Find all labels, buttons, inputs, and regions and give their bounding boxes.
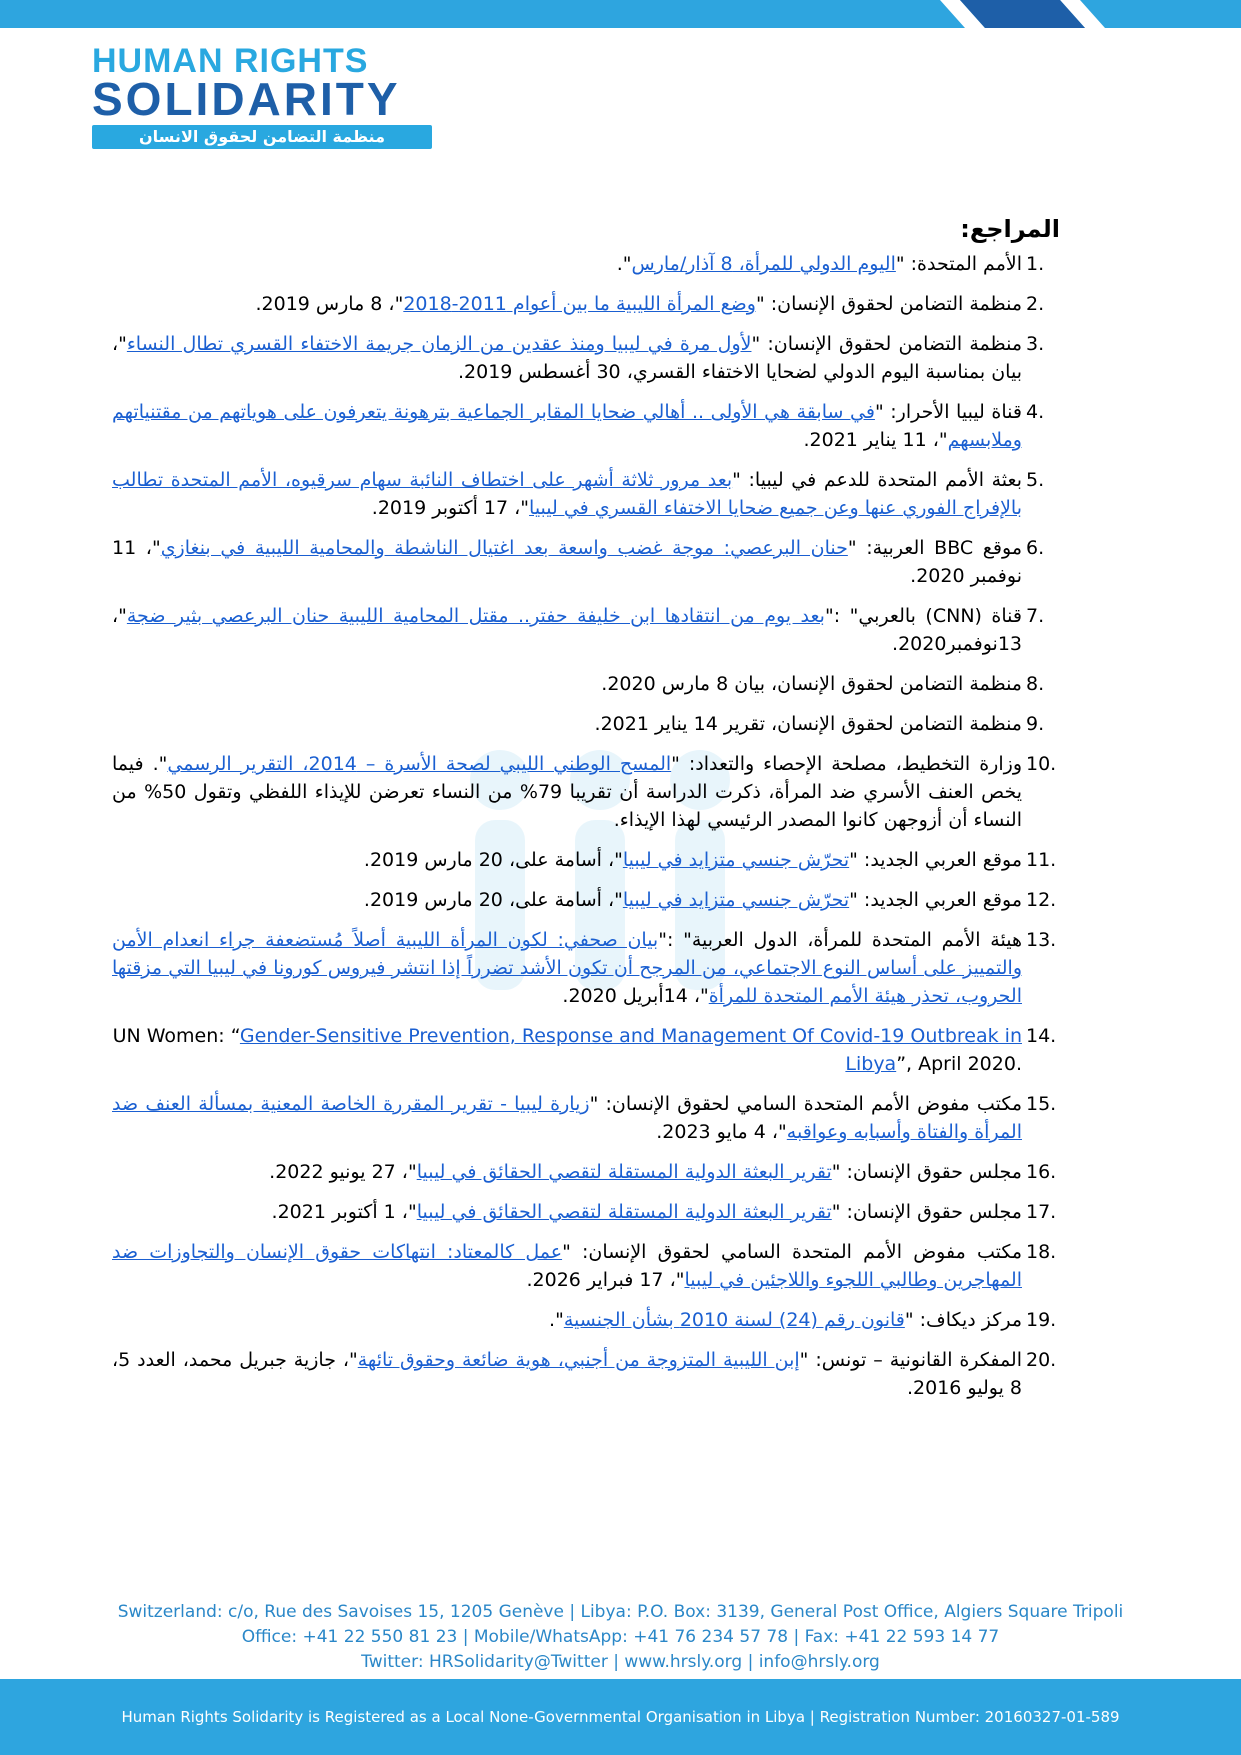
reference-text: وزارة التخطيط، مصلحة الإحصاء والتعداد: " <box>671 753 1022 775</box>
reference-item <box>112 750 1060 834</box>
reference-item <box>112 290 1060 318</box>
reference-text: بعثة الأمم المتحدة للدعم في ليبيا: " <box>732 469 1022 491</box>
reference-number: 7. <box>1026 605 1045 627</box>
logo-line-2: SOLIDARITY <box>92 73 401 125</box>
reference-link[interactable]: اليوم الدولي للمرأة، 8 آذار/مارس <box>631 253 896 275</box>
reference-link[interactable]: في سابقة هي الأولى .. أهالي ضحايا المقابر الجماعية بترهونة يتعرفون على هوياتهم من مقتنياتهم وملابسهم <box>112 401 1022 451</box>
reference-number: 5. <box>1026 469 1045 491</box>
reference-item <box>112 1238 1060 1294</box>
reference-number: 14. <box>1026 1025 1057 1047</box>
reference-number: 12. <box>1026 889 1057 911</box>
reference-text: منظمة التضامن لحقوق الإنسان، بيان 8 مارس 2020. <box>601 673 1022 695</box>
reference-text: منظمة التضامن لحقوق الإنسان، تقرير 14 يناير 2021. <box>594 713 1022 735</box>
reference-item <box>112 534 1060 590</box>
reference-suffix: "، 17 فبراير 2026. <box>526 1269 685 1291</box>
reference-link[interactable]: لأول مرة في ليبيا ومنذ عقدين من الزمان جريمة الاختفاء القسري تطال النساء <box>126 333 752 355</box>
reference-text: مركز ديكاف: " <box>904 1309 1022 1331</box>
reference-text: قناة ليبيا الأحرار: " <box>874 401 1022 423</box>
logo-arabic-banner: منظمة التضامن لحقوق الانسان <box>92 125 432 149</box>
reference-suffix: "، 14أبريل 2020. <box>562 985 709 1007</box>
reference-suffix: ”, April 2020. <box>896 1053 1022 1075</box>
organization-logo <box>92 42 432 150</box>
reference-item <box>112 1306 1060 1334</box>
reference-number: 6. <box>1026 537 1045 559</box>
top-decorative-band <box>0 0 1241 28</box>
reference-item <box>112 1158 1060 1186</box>
reference-number: 4. <box>1026 401 1045 423</box>
reference-number: 16. <box>1026 1161 1057 1183</box>
reference-link[interactable]: المسح الوطني الليبي لصحة الأسرة – 2014، التقرير الرسمي <box>167 753 672 775</box>
reference-item <box>112 602 1060 658</box>
registration-text: Human Rights Solidarity is Registered as a Local None-Governmental Organisation in Libya | Registration Number: 20160327-01-589 <box>121 1708 1120 1726</box>
reference-item <box>112 1198 1060 1226</box>
reference-number: 2. <box>1026 293 1045 315</box>
reference-link[interactable]: قانون رقم (24) لسنة 2010 بشأن الجنسية <box>563 1309 905 1331</box>
reference-suffix: "، أسامة على، 20 مارس 2019. <box>363 889 623 911</box>
reference-text: الأمم المتحدة: " <box>895 253 1022 275</box>
registration-band <box>0 1679 1241 1755</box>
reference-item <box>112 1022 1060 1078</box>
reference-link[interactable]: زيارة ليبيا - تقرير المقررة الخاصة المعنية بمسألة العنف ضد المرأة والفتاة وأسبابه وعواقبه <box>112 1093 1022 1143</box>
reference-link[interactable]: حنان البرعصي: موجة غضب واسعة بعد اغتيال الناشطة والمحامية الليبية في بنغازي <box>160 537 848 559</box>
reference-item <box>112 1090 1060 1146</box>
reference-suffix: "، 8 مارس 2019. <box>255 293 404 315</box>
reference-item <box>112 330 1060 386</box>
reference-number: 9. <box>1026 713 1045 735</box>
footer-online: Twitter: HRSolidarity@Twitter | www.hrsly.org | info@hrsly.org <box>361 1652 880 1672</box>
reference-item <box>112 398 1060 454</box>
footer-contact <box>0 1600 1241 1675</box>
reference-link[interactable]: تحرّش جنسي متزايد في ليبيا <box>622 849 850 871</box>
reference-text: منظمة التضامن لحقوق الإنسان: " <box>756 293 1022 315</box>
reference-suffix: "، 13نوفمبر2020. <box>112 605 1022 655</box>
reference-item <box>112 846 1060 874</box>
reference-suffix: "، 17 أكتوبر 2019. <box>371 497 530 519</box>
reference-link[interactable]: إبن الليبية المتزوجة من أجنبي، هوية ضائعة وحقوق تائهة <box>357 1349 800 1371</box>
reference-suffix: "، جازية جبريل محمد، العدد 5، 8 يوليو 2016. <box>112 1349 1022 1399</box>
reference-text: هيئة الأمم المتحدة للمرأة، الدول العربية" :" <box>658 929 1022 951</box>
reference-item <box>112 886 1060 914</box>
reference-link[interactable]: بعد يوم من انتقادها ابن خليفة حفتر.. مقتل المحامية الليبية حنان البرعصي بثير ضجة <box>126 605 825 627</box>
reference-suffix: "، 11 نوفمبر 2020. <box>112 537 1022 587</box>
reference-suffix: "، 1 أكتوبر 2021. <box>271 1201 417 1223</box>
reference-item <box>112 1346 1060 1402</box>
reference-suffix: ". <box>549 1309 564 1331</box>
reference-suffix: "، 27 يونيو 2022. <box>269 1161 417 1183</box>
reference-suffix: "، أسامة على، 20 مارس 2019. <box>363 849 623 871</box>
reference-number: 11. <box>1026 849 1057 871</box>
reference-number: 15. <box>1026 1093 1057 1115</box>
reference-item <box>112 710 1060 738</box>
reference-item <box>112 466 1060 522</box>
reference-number: 3. <box>1026 333 1045 355</box>
references-heading: المراجع: <box>960 215 1060 243</box>
reference-text: موقع BBC العربية: " <box>847 537 1022 559</box>
reference-text: منظمة التضامن لحقوق الإنسان: " <box>751 333 1022 355</box>
reference-text: مجلس حقوق الإنسان: " <box>831 1201 1022 1223</box>
reference-link[interactable]: وضع المرأة الليبية ما بين أعوام 2011-2018 <box>403 293 756 315</box>
reference-number: 1. <box>1026 253 1045 275</box>
reference-suffix: ". <box>616 253 632 275</box>
references-list <box>112 250 1060 1402</box>
reference-suffix: "، 11 يناير 2021. <box>803 429 948 451</box>
reference-text: مجلس حقوق الإنسان: " <box>831 1161 1022 1183</box>
reference-link[interactable]: تقرير البعثة الدولية المستقلة لتقصي الحقائق في ليبيا <box>416 1201 832 1223</box>
reference-link[interactable]: Gender-Sensitive Prevention, Response and Management Of Covid-19 Outbreak in Libya <box>239 1025 1022 1075</box>
reference-number: 13. <box>1026 929 1057 951</box>
reference-suffix: ". فيما يخص العنف الأسري ضد المرأة، ذكرت الدراسة أن تقريبا 79% من النساء تعرضن للإيذاء اللفظي وتقول 50% من النساء أن أزوجهن كانوا المصدر الرئيسي لهذا الإيذاء. <box>112 753 1023 831</box>
reference-text: قناة (CNN) بالعربي" :" <box>824 605 1022 627</box>
reference-number: 19. <box>1026 1309 1057 1331</box>
reference-text: مكتب مفوض الأمم المتحدة السامي لحقوق الإنسان: " <box>562 1241 1022 1263</box>
reference-link[interactable]: بعد مرور ثلاثة أشهر على اختطاف النائبة سهام سرقيوه، الأمم المتحدة تطالب بالإفراج الفوري عنها وعن جميع ضحايا الاختفاء القسري في ليبيا <box>112 469 1022 519</box>
reference-link[interactable]: تقرير البعثة الدولية المستقلة لتقصي الحقائق في ليبيا <box>416 1161 832 1183</box>
references-section <box>112 214 1060 1414</box>
reference-number: 8. <box>1026 673 1045 695</box>
reference-suffix: "، بيان بمناسبة اليوم الدولي لضحايا الاختفاء القسري، 30 أغسطس 2019. <box>112 333 1022 383</box>
reference-text: موقع العربي الجديد: " <box>849 849 1022 871</box>
reference-item <box>112 670 1060 698</box>
reference-text: موقع العربي الجديد: " <box>849 889 1022 911</box>
reference-text: مكتب مفوض الأمم المتحدة السامي لحقوق الإنسان: " <box>589 1093 1022 1115</box>
reference-link[interactable]: بيان صحفي: لكون المرأة الليبية أصلاً مُستضعفة جراء انعدام الأمن والتمييز على أساس النوع الاجتماعي، من المرجح أن تكون الأشد تضرراً إذا انتشر فيروس كورونا في ليبيا التي مزقتها الحروب، تحذر هيئة الأمم المتحدة للمرأة <box>112 929 1022 1007</box>
logo-line-1: HUMAN RIGHTS <box>92 42 369 80</box>
reference-link[interactable]: عمل كالمعتاد: انتهاكات حقوق الإنسان والتجاوزات ضد المهاجرين وطالبي اللجوء واللاجئين في ليبيا <box>112 1241 1022 1291</box>
reference-number: 17. <box>1026 1201 1057 1223</box>
footer-address: Switzerland: c/o, Rue des Savoises 15, 1205 Genève | Libya: P.O. Box: 3139, General Post Office, Algiers Square Tripoli <box>117 1602 1124 1622</box>
reference-text: UN Women: “ <box>112 1025 240 1047</box>
reference-number: 20. <box>1026 1349 1057 1371</box>
reference-text: المفكرة القانونية – تونس: " <box>799 1349 1022 1371</box>
reference-item <box>112 250 1060 278</box>
reference-number: 10. <box>1026 753 1057 775</box>
reference-suffix: "، 4 مايو 2023. <box>656 1121 787 1143</box>
reference-number: 18. <box>1026 1241 1057 1263</box>
reference-link[interactable]: تحرّش جنسي متزايد في ليبيا <box>622 889 850 911</box>
footer-phones: Office: +41 22 550 81 23 | Mobile/WhatsApp: +41 76 234 57 78 | Fax: +41 22 593 14 77 <box>241 1627 1000 1647</box>
reference-item <box>112 926 1060 1010</box>
